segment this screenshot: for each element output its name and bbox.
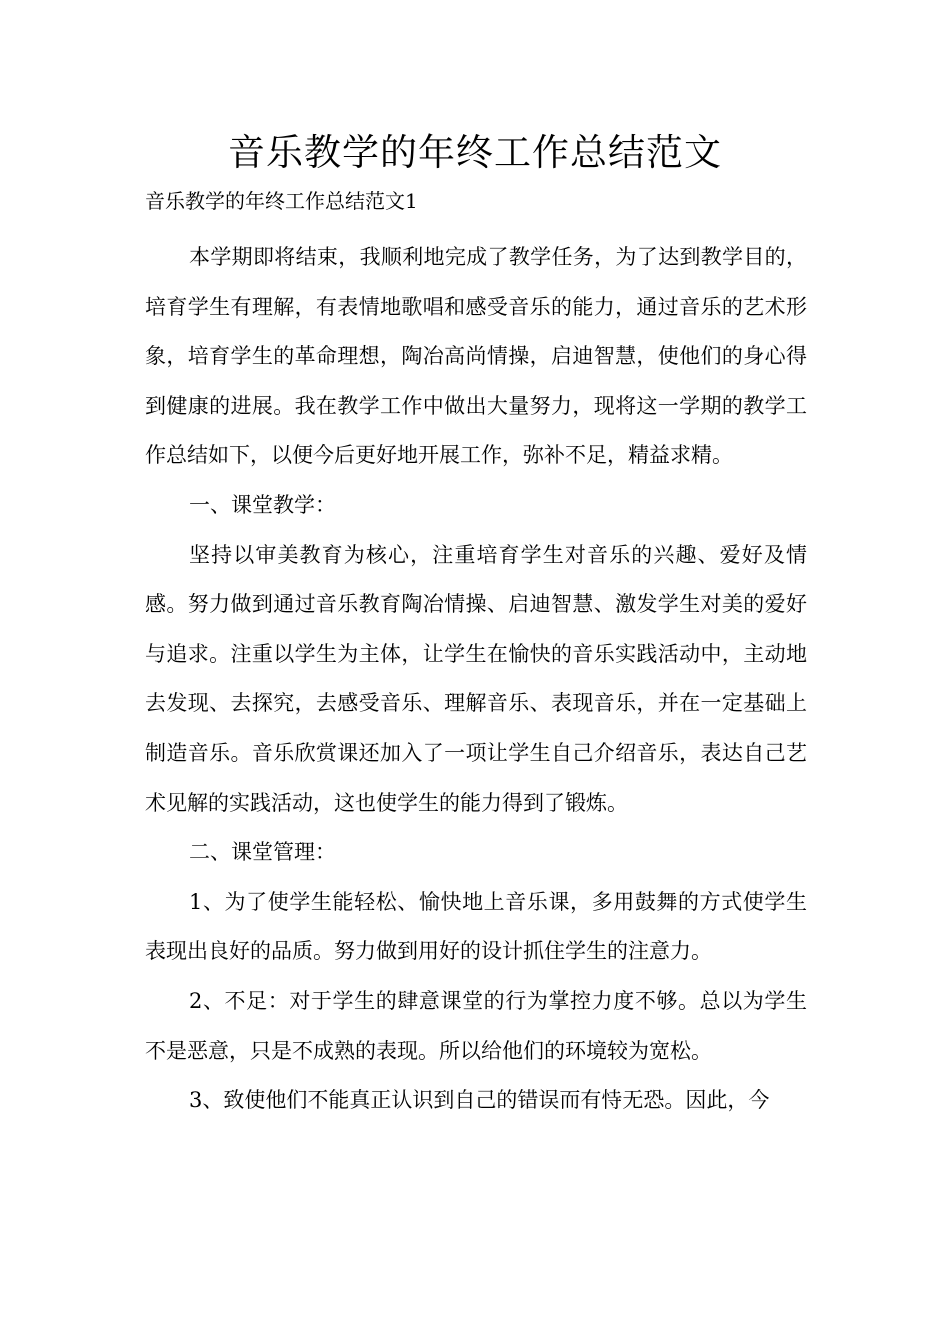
paragraph-management-item-3: 3、致使他们不能真正认识到自己的错误而有恃无恐。因此，今 <box>189 1088 770 1113</box>
section-heading-classroom-management: 二、课堂管理： <box>189 840 336 865</box>
document-body <box>145 233 807 1126</box>
paragraph-management-item-1: 1、为了使学生能轻松、愉快地上音乐课，多用鼓舞的方式使学生表现出良好的品质。努力做到用好的设计抓住学生的注意力。 <box>145 889 807 964</box>
document-subtitle: 音乐教学的年终工作总结范文1 <box>145 189 418 213</box>
document-title: 音乐教学的年终工作总结范文 <box>228 131 722 174</box>
paragraph-classroom-teaching: 坚持以审美教育为核心，注重培育学生对音乐的兴趣、爱好及情感。努力做到通过音乐教育陶冶情操、启迪智慧、激发学生对美的爱好与追求。注重以学生为主体，让学生在愉快的音乐实践活动中，主动地去发现、去探究，去感受音乐、理解音乐、表现音乐，并在一定基础上制造音乐。音乐欣赏课还加入了一项让学生自己介绍音乐，表达自己艺术见解的实践活动，这也使学生的能力得到了锻炼。 <box>145 542 807 815</box>
paragraph-management-item-2: 2、不足：对于学生的肆意课堂的行为掌控力度不够。总以为学生不是恶意，只是不成熟的表现。所以给他们的环境较为宽松。 <box>145 988 807 1063</box>
section-heading-classroom-teaching: 一、课堂教学： <box>189 492 336 517</box>
paragraph-intro: 本学期即将结束，我顺利地完成了教学任务，为了达到教学目的，培育学生有理解，有表情地歌唱和感受音乐的能力，通过音乐的艺术形象，培育学生的革命理想，陶冶高尚情操，启迪智慧，使他们的身心得到健康的进展。我在教学工作中做出大量努力，现将这一学期的教学工作总结如下，以便今后更好地开展工作，弥补不足，精益求精。 <box>145 245 807 468</box>
